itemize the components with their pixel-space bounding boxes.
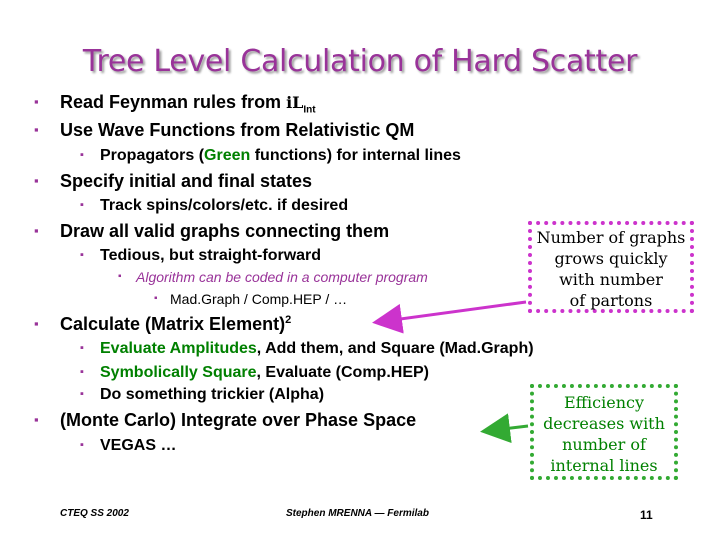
bullet-marker: ▪ (80, 199, 84, 211)
callout-line: of partons (569, 291, 653, 310)
slide-title: Tree Level Calculation of Hard Scatter (82, 44, 638, 79)
bullet-marker: ▪ (154, 293, 158, 304)
bullet-text: Do something trickier (Alpha) (100, 386, 325, 403)
bullet-marker: ▪ (34, 412, 39, 427)
bullet-marker: ▪ (80, 366, 84, 378)
bullet-text: , Add them, and Square (Mad.Graph) (256, 340, 534, 357)
page-number: 11 (640, 508, 653, 522)
bullet-text: (Monte Carlo) Integrate over Phase Space (60, 410, 417, 430)
bullet-marker: ▪ (34, 316, 39, 331)
bullet-marker: ▪ (34, 173, 39, 188)
bullet-text: Draw all valid graphs connecting them (60, 221, 390, 241)
green-phrase: Evaluate Amplitudes (100, 340, 257, 357)
bullet-marker: ▪ (80, 249, 84, 261)
arrow-efficiency (486, 426, 528, 431)
footer-center: Stephen MRENNA — Fermilab (286, 508, 429, 519)
bullet-text: , Evaluate (Comp.HEP) (256, 364, 429, 381)
green-word: Green (204, 147, 251, 164)
callout-line: Number of graphs (536, 228, 686, 247)
bullet-marker: ▪ (80, 342, 84, 354)
callout-line: decreases with (543, 414, 665, 433)
callout-line: Efficiency (563, 393, 644, 412)
bullet-marker: ▪ (34, 94, 39, 109)
callout-line: with number (559, 270, 663, 289)
bullet-text: Algorithm can be coded in a computer program (136, 269, 428, 285)
bullet-text: functions) for internal lines (250, 147, 461, 164)
callout-line: internal lines (550, 456, 658, 475)
bullet-text: Specify initial and final states (60, 171, 313, 191)
bullet-marker: ▪ (80, 149, 84, 161)
footer-left: CTEQ SS 2002 (60, 508, 129, 519)
feynman-i: i (286, 93, 293, 112)
green-phrase: Symbolically Square (100, 364, 257, 381)
bullet-text: Tedious, but straight-forward (100, 247, 322, 264)
superscript: 2 (285, 314, 292, 326)
bullet-marker: ▪ (80, 439, 84, 451)
bullet-text: Track spins/colors/etc. if desired (100, 197, 349, 214)
callout-line: grows quickly (554, 249, 668, 268)
arrow-graphs (378, 302, 526, 322)
feynman-L: L (292, 93, 304, 112)
bullet-marker: ▪ (34, 223, 39, 238)
bullet-marker: ▪ (34, 122, 39, 137)
bullet-text: VEGAS … (100, 437, 177, 454)
callout-line: number of (562, 435, 646, 454)
bullet-text: Read Feynman rules from (60, 92, 287, 112)
bullet-text: Use Wave Functions from Relativistic QM (60, 120, 415, 140)
feynman-sub: Int (303, 104, 316, 116)
bullet-marker: ▪ (118, 271, 122, 282)
bullet-text: Calculate (Matrix Element) (60, 314, 286, 334)
bullet-text: Mad.Graph / Comp.HEP / … (170, 291, 348, 307)
bullet-marker: ▪ (80, 388, 84, 400)
bullet-text: Propagators ( (100, 147, 205, 164)
